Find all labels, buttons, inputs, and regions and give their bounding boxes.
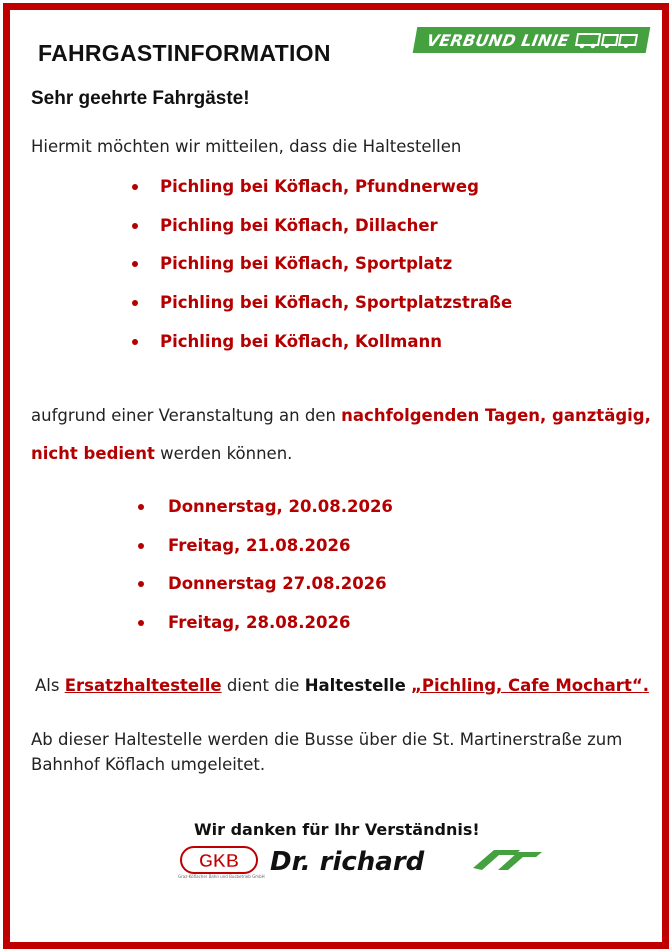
- stop-name: Pichling bei Köflach, Sportplatz: [160, 254, 453, 274]
- intro-text: Hiermit möchten wir mitteilen, dass die Haltestellen: [31, 137, 462, 156]
- page-title: FAHRGASTINFORMATION: [38, 40, 331, 66]
- day-date: Freitag, 28.08.2026: [168, 613, 351, 633]
- reason-highlight: nicht bedient: [31, 444, 155, 463]
- reason-highlight: nachfolgenden Tagen, ganztägig,: [341, 406, 651, 425]
- replacement-stop-label: Haltestelle: [304, 676, 406, 695]
- bullet-icon: [138, 504, 144, 510]
- bullet-icon: [132, 223, 138, 229]
- list-item: [168, 573, 393, 612]
- reason-line-1: [31, 406, 651, 425]
- route-note: Ab dieser Haltestelle werden die Busse über die St. Martinerstraße zum Bahnhof Köflach umgeleitet.: [31, 730, 623, 774]
- reason-text: aufgrund einer Veranstaltung an den: [31, 406, 342, 425]
- replacement-text: dient die: [221, 676, 305, 695]
- verbund-linie-logo: [413, 27, 651, 53]
- gkb-subtitle: Graz-Köflacher Bahn und Busbetrieb GmbH: [178, 874, 265, 879]
- day-list: [168, 496, 393, 651]
- stop-name: Pichling bei Köflach, Dillacher: [160, 215, 438, 235]
- replacement-term: Ersatzhaltestelle: [64, 676, 222, 695]
- stop-name: Pichling bei Köflach, Sportplatzstraße: [160, 293, 513, 313]
- list-item: [160, 215, 512, 254]
- list-item: [168, 496, 393, 535]
- bus-train-icon: [573, 30, 643, 50]
- list-item: [160, 176, 512, 215]
- replacement-stop-note: [35, 676, 649, 695]
- list-item: [160, 253, 512, 292]
- bullet-icon: [138, 543, 144, 549]
- reason-text: werden können.: [154, 444, 293, 463]
- list-item: [168, 612, 393, 651]
- bullet-icon: [132, 184, 138, 190]
- stop-name: Pichling bei Köflach, Kollmann: [160, 331, 442, 351]
- replacement-stop-name: „Pichling, Cafe Mochart“: [411, 676, 643, 695]
- dr-richard-logo: [268, 846, 543, 876]
- reason-line-2: [31, 444, 292, 463]
- replacement-text: .: [642, 676, 649, 695]
- dr-richard-logo-text: Dr. richard: [270, 847, 425, 876]
- stop-list: [160, 176, 512, 369]
- thanks-text: Wir danken für Ihr Verständnis!: [194, 820, 480, 839]
- day-date: Donnerstag 27.08.2026: [168, 574, 387, 594]
- stop-name: Pichling bei Köflach, Pfundnerweg: [160, 177, 479, 196]
- list-item: [160, 292, 512, 331]
- greeting: Sehr geehrte Fahrgäste!: [31, 88, 250, 109]
- gkb-logo-text: GKB: [199, 851, 239, 871]
- day-date: Donnerstag, 20.08.2026: [168, 497, 393, 516]
- day-date: Freitag, 21.08.2026: [168, 535, 351, 555]
- list-item: [160, 331, 512, 370]
- list-item: [168, 535, 393, 574]
- replacement-text: Als: [35, 676, 65, 695]
- verbund-linie-logo-text: VERBUND LINIE: [425, 30, 571, 50]
- bullet-icon: [132, 339, 138, 345]
